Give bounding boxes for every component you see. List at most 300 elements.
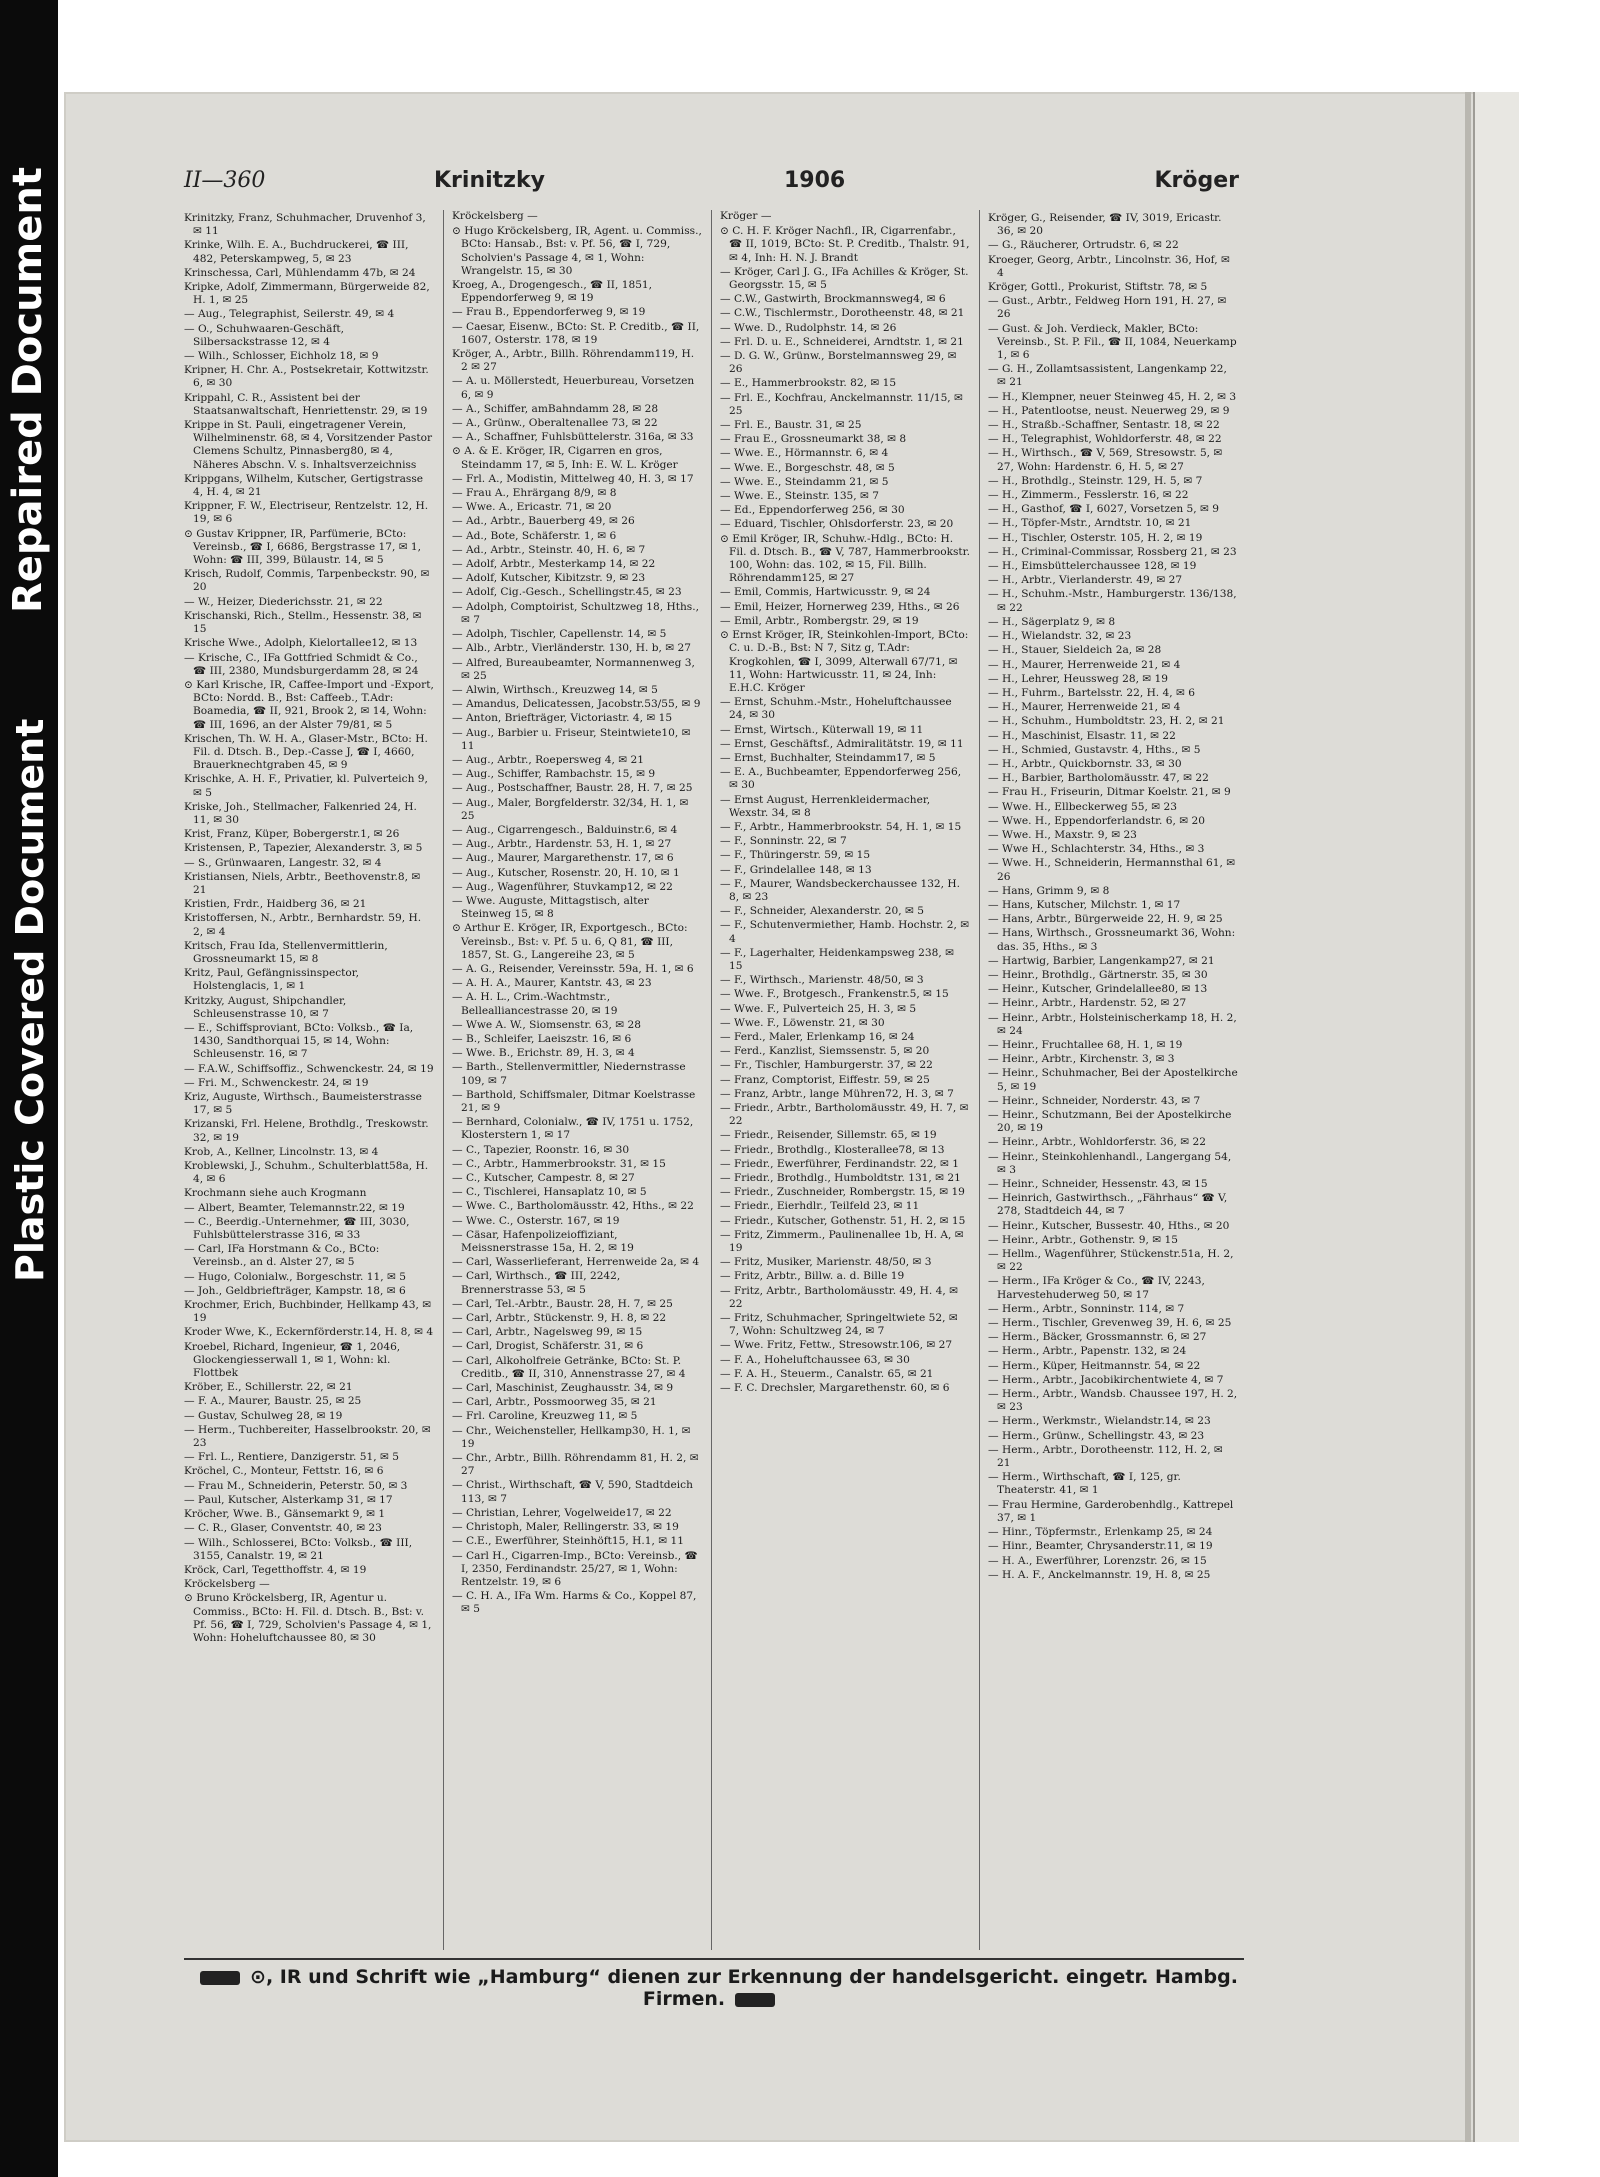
directory-entry: — Frau B., Eppendorferweg 9, ✉ 19: [452, 306, 646, 319]
directory-entry: — Carl, Alkoholfreie Getränke, BCto: St. P. Creditb., ☎ II, 310, Annenstrasse 27, ✉ 4: [452, 1354, 686, 1380]
directory-entry: — Hans, Kutscher, Milchstr. 1, ✉ 17: [988, 898, 1181, 911]
directory-entry: Krochmer, Erich, Buchbinder, Hellkamp 43, ✉ 19: [184, 1299, 432, 1325]
directory-entry: — H., Fuhrm., Bartelsstr. 22, H. 4, ✉ 6: [988, 686, 1196, 699]
directory-entry: — Christian, Lehrer, Vogelweide17, ✉ 22: [452, 1506, 672, 1519]
directory-entry: — Friedr., Eierhdlr., Teilfeld 23, ✉ 11: [720, 1200, 920, 1213]
directory-entry: — C.E., Ewerführer, Steinhöft15, H.1, ✉ 11: [452, 1535, 684, 1548]
directory-entry: — Heinrich, Gastwirthsch., „Fährhaus“ ☎ V, 278, Stadtdeich 44, ✉ 7: [988, 1192, 1228, 1218]
directory-entry: — F., Schneider, Alexanderstr. 20, ✉ 5: [720, 905, 925, 918]
directory-entry: — Heinr., Arbtr., Holsteinischerkamp 18, H. 2, ✉ 24: [988, 1011, 1237, 1037]
directory-entry: — H., Criminal-Commissar, Rossberg 21, ✉ 23: [988, 545, 1237, 558]
page-number: II—360: [184, 168, 266, 193]
directory-entry: ⊙ Bruno Kröckelsberg, IR, Agentur u. Commiss., BCto: H. Fil. d. Dtsch. B., Bst: v. Pf. 56, ☎ I, 729, Scholvien's Passage 4, ✉ 1, Wohn: Hoheluftchaussee 80, ✉ 30: [184, 1592, 432, 1644]
directory-entry: — Friedr., Ewerführer, Ferdinandstr. 22, ✉ 1: [720, 1157, 960, 1170]
directory-entry: — H., Klempner, neuer Steinweg 45, H. 2, ✉ 3: [988, 390, 1237, 403]
directory-entry: — H., Wirthsch., ☎ V, 569, Stresowstr. 5, ✉ 27, Wohn: Hardenstr. 6, H. 5, ✉ 27: [988, 447, 1223, 473]
directory-entry: — C. R., Glaser, Conventstr. 40, ✉ 23: [184, 1522, 382, 1535]
directory-entry: — Ernst, Wirtsch., Küterwall 19, ✉ 11: [720, 723, 924, 736]
directory-entry: — Ferd., Kanzlist, Siemssenstr. 5, ✉ 20: [720, 1045, 930, 1058]
directory-entry: — H. A. F., Anckelmannstr. 19, H. 8, ✉ 25: [988, 1568, 1211, 1581]
directory-entry: — F., Wirthsch., Marienstr. 48/50, ✉ 3: [720, 974, 924, 987]
directory-entry: — Carl, Maschinist, Zeughausstr. 34, ✉ 9: [452, 1382, 674, 1395]
directory-entry: — Heinr., Schutzmann, Bei der Apostelkirche 20, ✉ 19: [988, 1109, 1232, 1135]
directory-entry: Krischen, Th. W. H. A., Glaser-Mstr., BCto: H. Fil. d. Dtsch. B., Dep.-Casse J, ☎ I, 4660, Brauerknechtgraben 45, ✉ 9: [184, 732, 428, 772]
directory-entry: — Adolf, Kutscher, Kibitzstr. 9, ✉ 23: [452, 572, 646, 585]
directory-entry: — Wwe. E., Borgeschstr. 48, ✉ 5: [720, 461, 895, 474]
repaired-document-label: Repaired Document: [5, 167, 51, 613]
directory-entry: — Friedr., Brothdlg., Humboldtstr. 131, ✉ 21: [720, 1172, 961, 1185]
directory-entry: — Herm., Arbtr., Jacobikirchentwiete 4, ✉ 7: [988, 1373, 1224, 1386]
directory-entry: — A. H. L., Crim.-Wachtmstr., Bellealliancestrasse 20, ✉ 19: [452, 991, 618, 1017]
directory-entry: — Herm., Werkmstr., Wielandstr.14, ✉ 23: [988, 1415, 1211, 1428]
directory-entry: Krippahl, C. R., Assistent bei der Staatsanwaltschaft, Henriettenstr. 29, ✉ 19: [184, 391, 428, 417]
directory-entry: — Friedr., Zuschneider, Rombergstr. 15, ✉ 19: [720, 1186, 965, 1199]
directory-entry: Kristensen, P., Tapezier, Alexanderstr. 3, ✉ 5: [184, 842, 423, 855]
directory-entry: — Fritz, Arbtr., Bartholomäusstr. 49, H. 4, ✉ 22: [720, 1284, 958, 1310]
directory-entry: — Krische, C., IFa Gottfried Schmidt & Co., ☎ III, 2380, Mundsburgerdamm 28, ✉ 24: [184, 651, 419, 677]
directory-entry: — Ferd., Maler, Erlenkamp 16, ✉ 24: [720, 1030, 915, 1043]
directory-entry: — Herm., Wirthschaft, ☎ I, 125, gr. Theaterstr. 41, ✉ 1: [988, 1471, 1181, 1497]
directory-entry: — Aug., Barbier u. Friseur, Steintwiete10, ✉ 11: [452, 726, 691, 752]
directory-entry: — Herm., Arbtr., Wandsb. Chaussee 197, H. 2, ✉ 23: [988, 1388, 1238, 1414]
directory-entry: ⊙ A. & E. Kröger, IR, Cigarren en gros, Steindamm 17, ✉ 5, Inh: E. W. L. Kröger: [452, 445, 678, 471]
directory-entry: — Carl, Arbtr., Stückenstr. 9, H. 8, ✉ 22: [452, 1312, 667, 1325]
page-fold: [1465, 92, 1471, 2142]
directory-entry: — Fritz, Schuhmacher, Springeltwiete 52, ✉ 7, Wohn: Schultzweg 24, ✉ 7: [720, 1312, 958, 1338]
directory-entry: — Hellm., Wagenführer, Stückenstr.51a, H. 2, ✉ 22: [988, 1248, 1234, 1274]
directory-entry: — Franz, Comptorist, Eiffestr. 59, ✉ 25: [720, 1073, 930, 1086]
directory-entry: — Frl. D. u. E., Schneiderei, Arndtstr. 1, ✉ 21: [720, 335, 964, 348]
column-4: [988, 210, 1238, 1950]
directory-entry: — Heinr., Arbtr., Wohldorferstr. 36, ✉ 22: [988, 1136, 1206, 1149]
footer-note: [184, 1966, 1244, 2010]
directory-entry: — F., Thüringerstr. 59, ✉ 15: [720, 849, 871, 862]
column-rule: [979, 210, 980, 1950]
directory-entry: — Emil, Arbtr., Rombergstr. 29, ✉ 19: [720, 614, 919, 627]
directory-entry: — Aug., Maurer, Margarethenstr. 17, ✉ 6: [452, 852, 674, 865]
directory-entry: — Ernst August, Herrenkleidermacher, Wexstr. 34, ✉ 8: [720, 793, 931, 819]
directory-entry: — Carl, Arbtr., Possmoorweg 35, ✉ 21: [452, 1396, 657, 1409]
directory-entry: — Fritz, Musiker, Marienstr. 48/50, ✉ 3: [720, 1256, 932, 1269]
column-rule: [443, 210, 444, 1950]
directory-entry: — Ad., Arbtr., Bauerberg 49, ✉ 26: [452, 515, 635, 528]
directory-entry: — F., Maurer, Wandsbeckerchaussee 132, H. 8, ✉ 23: [720, 877, 961, 903]
directory-entry: — H. A., Ewerführer, Lorenzstr. 26, ✉ 15: [988, 1554, 1207, 1567]
directory-entry: Kritsch, Frau Ida, Stellenvermittlerin, Grossneumarkt 15, ✉ 8: [184, 939, 388, 965]
directory-entry: — A., Grünw., Oberaltenallee 73, ✉ 22: [452, 417, 658, 430]
directory-entry: — Fr., Tischler, Hamburgerstr. 37, ✉ 22: [720, 1059, 933, 1072]
directory-entry: — A. u. Möllerstedt, Heuerbureau, Vorsetzen 6, ✉ 9: [452, 375, 695, 401]
directory-entry: — Aug., Kutscher, Rosenstr. 20, H. 10, ✉ 1: [452, 866, 680, 879]
directory-entry: — W., Heizer, Diederichsstr. 21, ✉ 22: [184, 595, 383, 608]
directory-entry: Kröger, G., Reisender, ☎ IV, 3019, Ericastr. 36, ✉ 20: [988, 212, 1222, 238]
directory-entry: Kriske, Joh., Stellmacher, Falkenried 24, H. 11, ✉ 30: [184, 800, 417, 826]
directory-entry: — Hinr., Beamter, Chrysanderstr.11, ✉ 19: [988, 1540, 1213, 1553]
directory-entry: — F.A.W., Schiffsoffiz., Schwenckestr. 24, ✉ 19: [184, 1062, 434, 1075]
directory-entry: — H., Stauer, Sieldeich 2a, ✉ 28: [988, 644, 1162, 657]
directory-entry: — A., Schaffner, Fuhlsbüttelerstr. 316a, ✉ 33: [452, 431, 694, 444]
directory-entry: — Frau A., Ehrärgang 8/9, ✉ 8: [452, 487, 617, 500]
directory-entry: — Alb., Arbtr., Vierländerstr. 130, H. b, ✉ 27: [452, 642, 691, 655]
directory-entry: ⊙ Hugo Kröckelsberg, IR, Agent. u. Commiss., BCto: Hansab., Bst: v. Pf. 56, ☎ I, 729, Scholvien's Passage 4, ✉ 1, Wohn: Wrangelstr. 15, ✉ 30: [452, 225, 702, 277]
directory-entry: — Bernhard, Colonialw., ☎ IV, 1751 u. 1752, Klosterstern 1, ✉ 17: [452, 1116, 694, 1142]
directory-entry: ⊙ Emil Kröger, IR, Schuhw.-Hdlg., BCto: H. Fil. d. Dtsch. B., ☎ V, 787, Hammerbrookstr. 100, Wohn: das. 102, ✉ 15, Fil. Billh. Röhrendamm125, ✉ 27: [720, 532, 970, 585]
directory-entry: — Chr., Weichensteller, Hellkamp30, H. 1, ✉ 19: [452, 1424, 691, 1450]
directory-entry: Krinke, Wilh. E. A., Buchdruckerei, ☎ III, 482, Peterskampweg, 5, ✉ 23: [184, 239, 409, 265]
entry-list: [184, 212, 434, 1645]
directory-entry: — A. H. A., Maurer, Kantstr. 43, ✉ 23: [452, 977, 652, 990]
year: 1906: [784, 168, 846, 193]
directory-entry: Kröger, Gottl., Prokurist, Stiftstr. 78, ✉ 5: [988, 281, 1208, 294]
directory-entry: — F., Schutenvermiether, Hamb. Hochstr. 2, ✉ 4: [720, 919, 970, 945]
directory-entry: — Christoph, Maler, Rellingerstr. 33, ✉ 19: [452, 1521, 679, 1534]
directory-entry: Krob, A., Kellner, Lincolnstr. 13, ✉ 4: [184, 1145, 379, 1158]
directory-entry: Kroeger, Georg, Arbtr., Lincolnstr. 36, Hof, ✉ 4: [988, 253, 1230, 279]
directory-entry: — F., Lagerhalter, Heidenkampsweg 238, ✉ 15: [720, 946, 955, 972]
directory-entry: — Frl. A., Modistin, Mittelweg 40, H. 3, ✉ 17: [452, 472, 694, 485]
directory-entry: — H., Schmied, Gustavstr. 4, Hths., ✉ 5: [988, 743, 1201, 756]
directory-entry: — C., Tischlerei, Hansaplatz 10, ✉ 5: [452, 1186, 647, 1199]
directory-entry: Krisch, Rudolf, Commis, Tarpenbeckstr. 90, ✉ 20: [184, 568, 430, 594]
directory-entry: — Friedr., Kutscher, Gothenstr. 51, H. 2, ✉ 15: [720, 1214, 966, 1227]
directory-entry: — H., Eimsbüttelerchaussee 128, ✉ 19: [988, 560, 1197, 573]
directory-entry: — Herm., Grünw., Schellingstr. 43, ✉ 23: [988, 1429, 1205, 1442]
directory-entry: — Wwe. H., Ellbeckerweg 55, ✉ 23: [988, 800, 1177, 813]
directory-entry: — Caesar, Eisenw., BCto: St. P. Creditb., ☎ II, 1607, Osterstr. 178, ✉ 19: [452, 320, 700, 346]
directory-entry: — Wwe. Auguste, Mittagstisch, alter Steinweg 15, ✉ 8: [452, 894, 649, 921]
directory-entry: — F., Grindelallee 148, ✉ 13: [720, 863, 872, 876]
directory-entry: — Anton, Briefträger, Victoriastr. 4, ✉ 15: [452, 712, 673, 725]
directory-entry: — H., Maschinist, Elsastr. 11, ✉ 22: [988, 729, 1176, 742]
directory-entry: ⊙ Karl Krische, IR, Caffee-Import und -Export, BCto: Nordd. B., Bst: Caffeeb., T.Adr: Boamedia, ☎ II, 921, Brook 2, ✉ 14, Wohn: ☎ III, 1696, an der Alster 79/81, ✉ 5: [184, 678, 434, 731]
directory-entry: — Adolph, Tischler, Capellenstr. 14, ✉ 5: [452, 628, 667, 641]
directory-entry: — Albert, Beamter, Telemannstr.22, ✉ 19: [184, 1201, 405, 1214]
entry-list: [720, 225, 970, 1395]
directory-entry: — Heinr., Arbtr., Gothenstr. 9, ✉ 15: [988, 1233, 1178, 1246]
directory-entry: — Aug., Schiffer, Rambachstr. 15, ✉ 9: [452, 768, 656, 781]
directory-entry: — Heinr., Schneider, Norderstr. 43, ✉ 7: [988, 1094, 1201, 1107]
directory-entry: — Aug., Arbtr., Roepersweg 4, ✉ 21: [452, 753, 644, 766]
directory-entry: — Herm., Tischler, Grevenweg 39, H. 6, ✉ 25: [988, 1317, 1232, 1330]
directory-entry: — Emil, Heizer, Hornerweg 239, Hths., ✉ 26: [720, 600, 960, 613]
left-keyword: Krinitzky: [434, 168, 545, 193]
directory-entry: — Heinr., Brothdlg., Gärtnerstr. 35, ✉ 30: [988, 968, 1208, 981]
directory-entry: Kristoffersen, N., Arbtr., Bernhardstr. 59, H. 2, ✉ 4: [184, 912, 422, 938]
column-head: Kröger —: [720, 210, 772, 222]
directory-entry: — Wwe. H., Schneiderin, Hermannsthal 61, ✉ 26: [988, 857, 1236, 883]
directory-entry: — Aug., Wagenführer, Stuvkamp12, ✉ 22: [452, 880, 673, 893]
running-head: [184, 168, 1239, 200]
directory-entry: — F., Sonninstr. 22, ✉ 7: [720, 835, 847, 848]
directory-entry: — Frau E., Grossneumarkt 38, ✉ 8: [720, 433, 907, 446]
directory-entry: — Ed., Eppendorferweg 256, ✉ 30: [720, 504, 905, 517]
directory-entry: — Hartwig, Barbier, Langenkamp27, ✉ 21: [988, 954, 1215, 967]
directory-entry: — Emil, Commis, Hartwicusstr. 9, ✉ 24: [720, 586, 931, 599]
directory-entry: — O., Schuhwaaren-Geschäft, Silbersackstrasse 12, ✉ 4: [184, 322, 345, 348]
directory-entry: — H., Telegraphist, Wohldorferstr. 48, ✉ 22: [988, 433, 1222, 446]
directory-entry: — Herm., Arbtr., Dorotheenstr. 112, H. 2, ✉ 21: [988, 1443, 1223, 1470]
directory-entry: — H., Patentlootse, neust. Neuerweg 29, ✉ 9: [988, 404, 1230, 417]
directory-entry: — Carl, Drogist, Schäferstr. 31, ✉ 6: [452, 1340, 644, 1353]
entry-list: [988, 212, 1238, 1582]
directory-entry: — H., Schuhm., Humboldtstr. 23, H. 2, ✉ 21: [988, 715, 1225, 728]
directory-entry: — Kröger, Carl J. G., IFa Achilles & Kröger, St. Georgsstr. 15, ✉ 5: [720, 265, 969, 292]
directory-entry: Krische Wwe., Adolph, Kielortallee12, ✉ 13: [184, 637, 418, 650]
footer-rule: [184, 1958, 1244, 1960]
directory-entry: — H., Arbtr., Quickbornstr. 33, ✉ 30: [988, 757, 1182, 770]
directory-entry: — Adolf, Arbtr., Mesterkamp 14, ✉ 22: [452, 558, 656, 571]
directory-entry: — G. H., Zollamtsassistent, Langenkamp 22, ✉ 21: [988, 363, 1227, 389]
directory-entry: — F., Arbtr., Hammerbrookstr. 54, H. 1, ✉ 15: [720, 820, 962, 833]
directory-entry: Kroeg, A., Drogengesch., ☎ II, 1851, Eppendorferweg 9, ✉ 19: [452, 279, 653, 305]
directory-entry: — Herm., Arbtr., Papenstr. 132, ✉ 24: [988, 1345, 1187, 1358]
directory-entry: Krischke, A. H. F., Privatier, kl. Pulverteich 9, ✉ 5: [184, 773, 428, 799]
directory-entry: — Wwe. Fritz, Fettw., Stresowstr.106, ✉ 27: [720, 1339, 953, 1352]
directory-entry: — Franz, Arbtr., lange Mühren72, H. 3, ✉ 7: [720, 1087, 954, 1100]
directory-entry: — Frl. L., Rentiere, Danzigerstr. 51, ✉ 5: [184, 1451, 399, 1464]
directory-entry: — Ernst, Schuhm.-Mstr., Hoheluftchaussee 24, ✉ 30: [720, 696, 952, 722]
directory-entry: — Frl. Caroline, Kreuzweg 11, ✉ 5: [452, 1410, 638, 1423]
directory-entry: ⊙ Ernst Kröger, IR, Steinkohlen-Import, BCto: C. u. D.-B., Bst: N 7, Sitz g, T.Adr: Krogkohlen, ☎ I, 3099, Alterwall 67/71, ✉ 11, Wohn: Hartwicusstr. 11, ✉ 24, Inh: E.H.C. Kröger: [720, 629, 969, 694]
column-1: [184, 210, 434, 1950]
directory-entry: — Wwe. E., Steindamm 21, ✉ 5: [720, 475, 889, 488]
directory-entry: — Frau Hermine, Garderobenhdlg., Kattrepel 37, ✉ 1: [988, 1498, 1234, 1524]
directory-entry: — F. A. H., Steuerm., Canalstr. 65, ✉ 21: [720, 1367, 934, 1380]
directory-entry: — H., Straßb.-Schaffner, Sentastr. 18, ✉ 22: [988, 419, 1220, 432]
directory-entry: — A. G., Reisender, Vereinsstr. 59a, H. 1, ✉ 6: [452, 962, 694, 975]
directory-entry: — Wwe. F., Brotgesch., Frankenstr.5, ✉ 15: [720, 988, 949, 1001]
directory-entry: Krippgans, Wilhelm, Kutscher, Gertigstrasse 4, H. 4, ✉ 21: [184, 472, 424, 499]
directory-entry: — Paul, Kutscher, Alsterkamp 31, ✉ 17: [184, 1493, 393, 1506]
directory-entry: — Herm., Bäcker, Grossmannstr. 6, ✉ 27: [988, 1331, 1207, 1344]
directory-entry: — Gust., Arbtr., Feldweg Horn 191, H. 27, ✉ 26: [988, 295, 1227, 321]
directory-entry: — H., Schuhm.-Mstr., Hamburgerstr. 136/138, ✉ 22: [988, 588, 1237, 614]
directory-entry: — Heinr., Arbtr., Kirchenstr. 3, ✉ 3: [988, 1053, 1175, 1066]
directory-entry: Krischanski, Rich., Stellm., Hessenstr. 38, ✉ 15: [184, 609, 422, 636]
directory-entry: — Cäsar, Hafenpolizeioffiziant, Meissnerstrasse 15a, H. 2, ✉ 19: [452, 1228, 634, 1255]
directory-entry: Krinitzky, Franz, Schuhmacher, Druvenhof 3, ✉ 11: [184, 212, 426, 238]
directory-entry: — C.W., Gastwirth, Brockmannsweg4, ✉ 6: [720, 293, 946, 306]
directory-entry: — Alwin, Wirthsch., Kreuzweg 14, ✉ 5: [452, 683, 658, 696]
directory-entry: — Frl. E., Kochfrau, Anckelmannstr. 11/15, ✉ 25: [720, 391, 963, 417]
directory-entry: — E., Schiffsproviant, BCto: Volksb., ☎ Ia, 1430, Sandthorquai 15, ✉ 14, Wohn: Schleusenstr. 16, ✉ 7: [184, 1021, 414, 1061]
directory-entry: — Heinr., Kutscher, Bussestr. 40, Hths., ✉ 20: [988, 1219, 1230, 1232]
entry-list: [452, 225, 702, 1616]
directory-entry: — C., Kutscher, Campestr. 8, ✉ 27: [452, 1172, 635, 1185]
scanned-page: [64, 92, 1519, 2142]
directory-entry: — Wwe. C., Bartholomäusstr. 42, Hths., ✉ 22: [452, 1200, 694, 1213]
directory-entry: — Amandus, Delicatessen, Jacobstr.53/55, ✉ 9: [452, 698, 701, 711]
directory-entry: — C.W., Tischlermstr., Dorotheenstr. 48, ✉ 21: [720, 307, 965, 320]
directory-entry: — Ernst, Geschäftsf., Admiralitätstr. 19, ✉ 11: [720, 737, 964, 750]
directory-entry: — Herm., Arbtr., Sonninstr. 114, ✉ 7: [988, 1302, 1185, 1315]
directory-entry: — H., Zimmerm., Fesslerstr. 16, ✉ 22: [988, 489, 1189, 502]
directory-entry: — Friedr., Brothdlg., Klosterallee78, ✉ 13: [720, 1143, 945, 1156]
directory-entry: — Herm., Küper, Heitmannstr. 54, ✉ 22: [988, 1359, 1201, 1372]
directory-entry: — H., Brothdlg., Steinstr. 129, H. 5, ✉ 7: [988, 474, 1203, 487]
right-keyword: Kröger: [1154, 168, 1239, 193]
directory-entry: — Wwe. D., Rudolphstr. 14, ✉ 26: [720, 321, 897, 334]
directory-entry: — H., Tischler, Osterstr. 105, H. 2, ✉ 19: [988, 531, 1203, 544]
column-2: [452, 210, 702, 1950]
directory-entry: — Ad., Arbtr., Steinstr. 40, H. 6, ✉ 7: [452, 543, 646, 556]
directory-entry: Kröber, E., Schillerstr. 22, ✉ 21: [184, 1381, 353, 1394]
directory-entry: — Aug., Maler, Borgfelderstr. 32/34, H. 1, ✉ 25: [452, 796, 689, 822]
directory-entry: Kristien, Frdr., Haidberg 36, ✉ 21: [184, 898, 367, 911]
directory-entry: Krochmann siehe auch Krogmann: [184, 1187, 367, 1200]
directory-entry: — H., Töpfer-Mstr., Arndtstr. 10, ✉ 21: [988, 517, 1192, 530]
directory-entry: — Adolph, Comptoirist, Schultzweg 18, Hths., ✉ 7: [452, 600, 699, 626]
directory-entry: — Heinr., Steinkohlenhandl., Langergang 54, ✉ 3: [988, 1150, 1232, 1176]
directory-entry: Kroblewski, J., Schuhm., Schulterblatt58a, H. 4, ✉ 6: [184, 1160, 429, 1186]
directory-entry: Kritzky, August, Shipchandler, Schleusenstrasse 10, ✉ 7: [184, 994, 347, 1020]
directory-entry: — Carl H., Cigarren-Imp., BCto: Vereinsb., ☎ I, 2350, Ferdinandstr. 25/27, ✉ 1, Wohn: Rentzelstr. 19, ✉ 6: [452, 1549, 698, 1588]
directory-entry: — Wwe. E., Hörmannstr. 6, ✉ 4: [720, 447, 889, 460]
directory-entry: — Aug., Telegraphist, Seilerstr. 49, ✉ 4: [184, 308, 395, 321]
directory-entry: — C., Arbtr., Hammerbrookstr. 31, ✉ 15: [452, 1157, 666, 1170]
column-3: [720, 210, 970, 1950]
directory-entry: — G., Räucherer, Ortrudstr. 6, ✉ 22: [988, 239, 1179, 252]
directory-entry: — Wwe. H., Maxstr. 9, ✉ 23: [988, 828, 1137, 841]
directory-entry: — Carl, Wirthsch., ☎ III, 2242, Brennerstrasse 53, ✉ 5: [452, 1270, 621, 1296]
directory-entry: — C., Tapezier, Roonstr. 16, ✉ 30: [452, 1143, 630, 1156]
directory-entry: — Adolf, Cig.-Gesch., Schellingstr.45, ✉ 23: [452, 586, 682, 599]
directory-entry: Krinschessa, Carl, Mühlendamm 47b, ✉ 24: [184, 266, 416, 279]
directory-entry: — H., Sägerplatz 9, ✉ 8: [988, 615, 1116, 628]
directory-entry: ⊙ C. H. F. Kröger Nachfl., IR, Cigarrenfabr., ☎ II, 1019, BCto: St. P. Creditb., Thalstr. 91, ✉ 4, Inh: H. N. J. Brandt: [720, 225, 970, 264]
directory-entry: — Heinr., Schneider, Hessenstr. 43, ✉ 15: [988, 1178, 1208, 1191]
directory-entry: — Herm., IFa Kröger & Co., ☎ IV, 2243, Harvestehuderweg 50, ✉ 17: [988, 1275, 1205, 1301]
directory-entry: — Barth., Stellenvermittler, Niedernstrasse 109, ✉ 7: [452, 1061, 686, 1087]
directory-entry: — Hans, Arbtr., Bürgerweide 22, H. 9, ✉ 25: [988, 913, 1223, 926]
directory-entry: — Fri. M., Schwenckestr. 24, ✉ 19: [184, 1076, 369, 1089]
directory-entry: — Hinr., Töpfermstr., Erlenkamp 25, ✉ 24: [988, 1526, 1213, 1539]
directory-entry: Krippe in St. Pauli, eingetragener Verein, Wilhelminenstr. 68, ✉ 4, Vorsitzender Pastor Clemens Schultz, Pinnasberg80, ✉ 4, Näheres Abschn. V. s. Inhaltsverzeichniss: [184, 419, 433, 471]
directory-entry: — H., Maurer, Herrenweide 21, ✉ 4: [988, 701, 1181, 714]
directory-entry: Kroebel, Richard, Ingenieur, ☎ 1, 2046, Glockengiesserwall 1, ✉ 1, Wohn: kl. Flottbek: [184, 1340, 401, 1380]
directory-entry: — E. A., Buchbeamter, Eppendorferweg 256, ✉ 30: [720, 766, 962, 792]
directory-entry: — Aug., Postschaffner, Baustr. 28, H. 7, ✉ 25: [452, 782, 693, 795]
column-rule: [711, 210, 712, 1950]
directory-entry: — H., Lehrer, Heussweg 28, ✉ 19: [988, 672, 1169, 685]
directory-entry: — Wwe. E., Steinstr. 135, ✉ 7: [720, 490, 880, 503]
directory-entry: ⊙ Gustav Krippner, IR, Parfümerie, BCto: Vereinsb., ☎ I, 6686, Bergstrasse 17, ✉ 1, Wohn: ☎ III, 399, Bülaustr. 14, ✉ 5: [184, 527, 422, 567]
next-page-edge: [1473, 92, 1519, 2142]
directory-entry: — Wwe. C., Osterstr. 167, ✉ 19: [452, 1214, 620, 1227]
directory-entry: Kripke, Adolf, Zimmermann, Bürgerweide 82, H. 1, ✉ 25: [184, 281, 430, 307]
directory-entry: — Aug., Arbtr., Hardenstr. 53, H. 1, ✉ 27: [452, 838, 672, 851]
directory-entry: — Wilh., Schlosser, Eichholz 18, ✉ 9: [184, 350, 379, 363]
directory-entry: — Heinr., Schuhmacher, Bei der Apostelkirche 5, ✉ 19: [988, 1067, 1238, 1093]
directory-entry: Kröckelsberg —: [184, 1578, 270, 1591]
pointing-hand-icon: [200, 1971, 240, 1985]
directory-entry: — H., Gasthof, ☎ I, 6027, Vorsetzen 5, ✉ 9: [988, 503, 1220, 516]
directory-entry: — F. C. Drechsler, Margarethenstr. 60, ✉ 6: [720, 1382, 950, 1395]
directory-entry: — Hans, Wirthsch., Grossneumarkt 36, Wohn: das. 35, Hths., ✉ 3: [988, 927, 1236, 953]
directory-entry: — Hans, Grimm 9, ✉ 8: [988, 884, 1110, 897]
directory-entry: — Wilh., Schlosserei, BCto: Volksb., ☎ III, 3155, Canalstr. 19, ✉ 21: [184, 1536, 413, 1562]
directory-entry: — Wwe. A., Ericastr. 71, ✉ 20: [452, 501, 612, 514]
directory-entry: — Christ., Wirthschaft, ☎ V, 590, Stadtdeich 113, ✉ 7: [452, 1479, 693, 1505]
column-head: Kröckelsberg —: [452, 210, 538, 222]
directory-entry: — S., Grünwaaren, Langestr. 32, ✉ 4: [184, 856, 382, 869]
directory-entry: — Wwe. H., Eppendorferlandstr. 6, ✉ 20: [988, 814, 1205, 827]
directory-entry: — Wwe. F., Pulverteich 25, H. 3, ✉ 5: [720, 1002, 917, 1015]
directory-entry: — Aug., Cigarrengesch., Balduinstr.6, ✉ 4: [452, 823, 678, 836]
directory-entry: — D. G. W., Grünw., Borstelmannsweg 29, ✉ 26: [720, 350, 957, 376]
directory-columns: [184, 210, 1244, 1950]
directory-entry: — H., Arbtr., Vierlanderstr. 49, ✉ 27: [988, 574, 1183, 587]
directory-entry: — Frl. E., Baustr. 31, ✉ 25: [720, 419, 862, 432]
directory-entry: — C. H. A., IFa Wm. Harms & Co., Koppel 87, ✉ 5: [452, 1590, 697, 1616]
directory-entry: — Heinr., Fruchtallee 68, H. 1, ✉ 19: [988, 1038, 1183, 1051]
directory-entry: — Joh., Geldbriefträger, Kampstr. 18, ✉ 6: [184, 1284, 406, 1297]
pointing-hand-icon: [735, 1993, 775, 2007]
directory-entry: — Eduard, Tischler, Ohlsdorferstr. 23, ✉ 20: [720, 518, 954, 531]
side-strip: [0, 0, 58, 2177]
directory-entry: Kröcher, Wwe. B., Gänsemarkt 9, ✉ 1: [184, 1508, 386, 1521]
directory-entry: — Alfred, Bureaubeamter, Normannenweg 3, ✉ 25: [452, 656, 695, 682]
directory-entry: Kristiansen, Niels, Arbtr., Beethovenstr.8, ✉ 21: [184, 870, 421, 896]
directory-entry: — Frau M., Schneiderin, Peterstr. 50, ✉ 3: [184, 1479, 408, 1492]
directory-entry: — Fritz, Arbtr., Billw. a. d. Bille 19: [720, 1270, 905, 1283]
directory-entry: — Fritz, Zimmerm., Paulinenallee 1b, H. A, ✉ 19: [720, 1228, 964, 1255]
directory-entry: — H., Barbier, Bartholomäusstr. 47, ✉ 22: [988, 772, 1209, 785]
directory-entry: — Wwe. B., Erichstr. 89, H. 3, ✉ 4: [452, 1047, 635, 1060]
directory-entry: — Carl, Tel.-Arbtr., Baustr. 28, H. 7, ✉ 25: [452, 1297, 673, 1310]
directory-entry: Krippner, F. W., Electriseur, Rentzelstr. 12, H. 19, ✉ 6: [184, 500, 429, 526]
directory-entry: — Wwe H., Schlachterstr. 34, Hths., ✉ 3: [988, 843, 1205, 856]
directory-entry: Kroder Wwe, K., Eckernförderstr.14, H. 8, ✉ 4: [184, 1326, 434, 1339]
plastic-covered-label: Plastic Covered Document: [8, 718, 52, 1282]
directory-entry: — Hugo, Colonialw., Borgeschstr. 11, ✉ 5: [184, 1270, 406, 1283]
directory-entry: — Ad., Bote, Schäferstr. 1, ✉ 6: [452, 529, 617, 542]
directory-entry: — Frau H., Friseurin, Ditmar Koelstr. 21, ✉ 9: [988, 786, 1231, 799]
directory-entry: — Carl, Wasserlieferant, Herrenweide 2a, ✉ 4: [452, 1256, 700, 1269]
directory-entry: — B., Schleifer, Laeiszstr. 16, ✉ 6: [452, 1032, 632, 1045]
directory-entry: — Chr., Arbtr., Billh. Röhrendamm 81, H. 2, ✉ 27: [452, 1452, 699, 1478]
directory-entry: — Gust. & Joh. Verdieck, Makler, BCto: Vereinsb., St. P. Fil., ☎ II, 1084, Neuerkamp 1, ✉ 6: [988, 322, 1237, 362]
directory-entry: — Gustav, Schulweg 28, ✉ 19: [184, 1409, 343, 1422]
directory-entry: ⊙ Arthur E. Kröger, IR, Exportgesch., BCto: Vereinsb., Bst: v. Pf. 5 u. 6, Q 81, ☎ III, 1857, St. G., Langereihe 23, ✉ 5: [452, 922, 688, 961]
directory-entry: — Herm., Tuchbereiter, Hasselbrookstr. 20, ✉ 23: [184, 1423, 431, 1450]
directory-entry: — Wwe A. W., Siomsenstr. 63, ✉ 28: [452, 1018, 641, 1031]
directory-entry: Krist, Franz, Küper, Bobergerstr.1, ✉ 26: [184, 828, 400, 841]
directory-entry: — E., Hammerbrookstr. 82, ✉ 15: [720, 377, 897, 390]
directory-entry: Kritz, Paul, Gefängnissinspector, Holstenglacis, 1, ✉ 1: [184, 967, 360, 993]
directory-entry: — Wwe. F., Löwenstr. 21, ✉ 30: [720, 1016, 885, 1029]
directory-entry: Kröck, Carl, Tegetthoffstr. 4, ✉ 19: [184, 1563, 367, 1576]
directory-entry: — C., Beerdig.-Unternehmer, ☎ III, 3030, Fuhlsbüttelerstrasse 316, ✉ 33: [184, 1215, 410, 1242]
directory-entry: — Carl, IFa Horstmann & Co., BCto: Vereinsb., an d. Alster 27, ✉ 5: [184, 1243, 380, 1269]
directory-entry: — Heinr., Arbtr., Hardenstr. 52, ✉ 27: [988, 997, 1187, 1010]
directory-entry: — H., Maurer, Herrenweide 21, ✉ 4: [988, 658, 1181, 671]
directory-entry: — Friedr., Reisender, Sillemstr. 65, ✉ 19: [720, 1129, 937, 1142]
directory-entry: — Barthold, Schiffsmaler, Ditmar Koelstrasse 21, ✉ 9: [452, 1088, 696, 1114]
directory-entry: — Friedr., Arbtr., Bartholomäusstr. 49, H. 7, ✉ 22: [720, 1102, 969, 1128]
directory-entry: Kripner, H. Chr. A., Postsekretair, Kottwitzstr. 6, ✉ 30: [184, 364, 429, 390]
footer-text: ⊙, IR und Schrift wie „Hamburg“ dienen zur Erkennung der handelsgericht. eingetr. Hambg. Firmen.: [250, 1966, 1238, 2010]
directory-entry: Kröchel, C., Monteur, Fettstr. 16, ✉ 6: [184, 1465, 384, 1478]
directory-entry: Krizanski, Frl. Helene, Brothdlg., Treskowstr. 32, ✉ 19: [184, 1118, 429, 1144]
directory-entry: — F. A., Maurer, Baustr. 25, ✉ 25: [184, 1395, 362, 1408]
directory-entry: — F. A., Hoheluftchaussee 63, ✉ 30: [720, 1353, 910, 1366]
directory-entry: — Ernst, Buchhalter, Steindamm17, ✉ 5: [720, 751, 936, 764]
directory-entry: — Heinr., Kutscher, Grindelallee80, ✉ 13: [988, 983, 1208, 996]
directory-entry: Kröger, A., Arbtr., Billh. Röhrendamm119, H. 2 ✉ 27: [452, 348, 695, 374]
directory-entry: — H., Wielandstr. 32, ✉ 23: [988, 630, 1132, 643]
directory-entry: — Carl, Arbtr., Nagelsweg 99, ✉ 15: [452, 1326, 643, 1339]
